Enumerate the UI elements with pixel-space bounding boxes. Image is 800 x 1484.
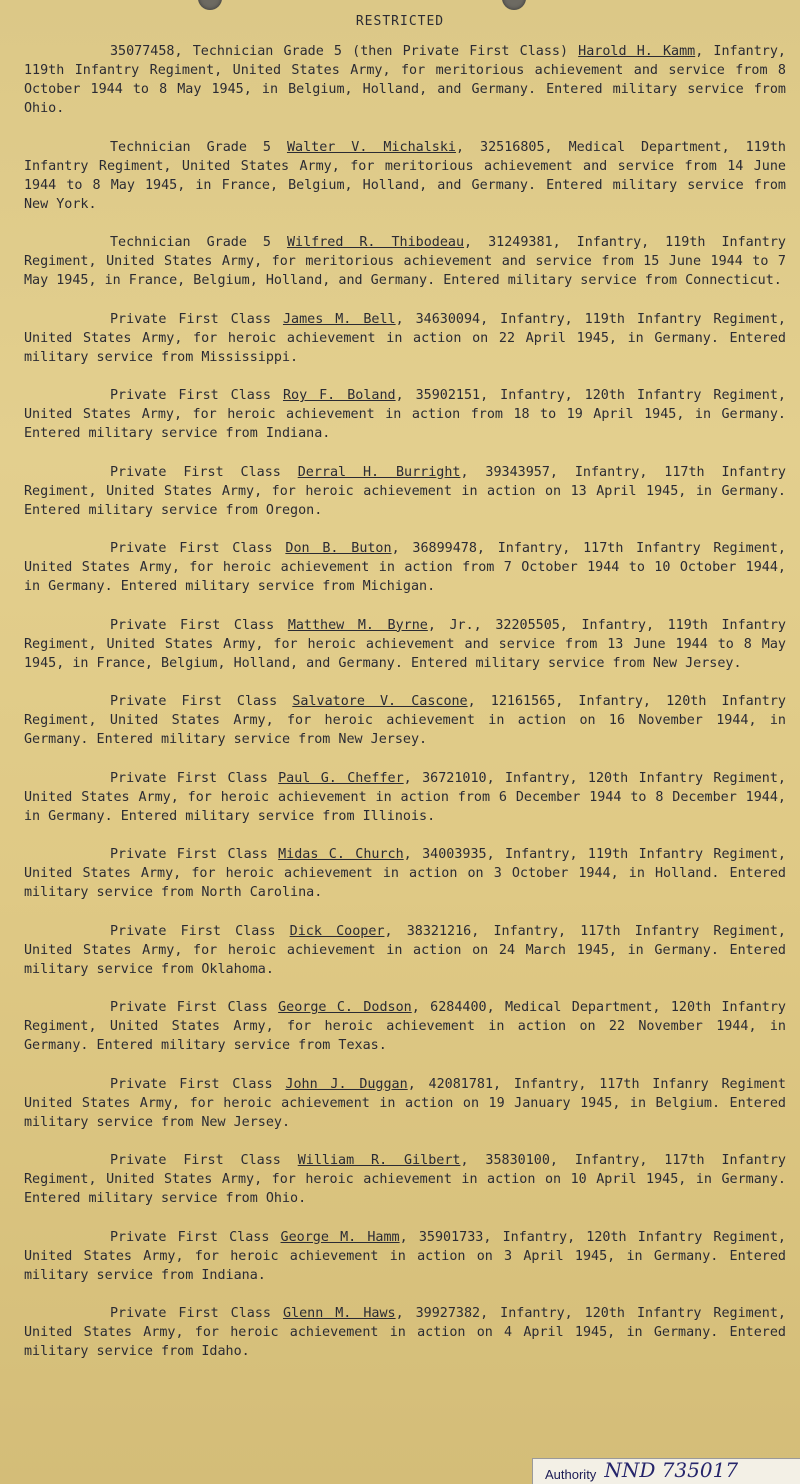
citation-paragraph [24, 692, 786, 749]
soldier-name: Walter V. Michalski [286, 139, 456, 155]
citation-prefix: Private First Class [110, 617, 288, 633]
citation-paragraph [24, 138, 786, 214]
citation-prefix: Private First Class [110, 847, 279, 862]
authority-label: Authority [545, 1467, 597, 1482]
soldier-name: Wilfred R. Thibodeau [286, 235, 465, 250]
soldier-name: Glenn M. Haws [282, 1306, 396, 1321]
citation-prefix: Private First Class [110, 1000, 279, 1015]
soldier-name: George C. Dodson [278, 1000, 412, 1015]
citation-prefix: Technician Grade 5 [110, 235, 287, 250]
citation-paragraph [24, 42, 786, 118]
citation-paragraph [24, 463, 786, 520]
citation-paragraph [24, 769, 786, 826]
soldier-name: Derral H. Burright [297, 464, 461, 480]
soldier-name: Paul G. Cheffer [278, 770, 404, 786]
citation-text: , 31249381, Infantry, 119th Infantry Regiment, United States Army, for meritorious achievement and service from 15 June 1944 to 7 May 1945, in France, Belgium, Holland, and Germany. Entered military service from Connecticut. [24, 235, 786, 288]
citation-text: , 36721010, Infantry, 120th Infantry Regiment, United States Army, for heroic achievement in action from 6 December 1944 to 8 December 1944, in Germany. Entered military service from Illinois. [24, 770, 786, 824]
authority-stamp [532, 1458, 800, 1484]
citation-prefix: Private First Class [110, 694, 293, 709]
citation-prefix: Private First Class [110, 388, 283, 403]
citation-paragraph [24, 845, 786, 902]
soldier-name: John J. Duggan [285, 1076, 408, 1092]
soldier-name: Salvatore V. Cascone [292, 694, 468, 709]
citation-text: , 39343957, Infantry, 117th Infantry Regiment, United States Army, for heroic achievement in action on 13 April 1945, in Germany. Entered military service from Oregon. [24, 464, 786, 518]
citation-text: , 12161565, Infantry, 120th Infantry Regiment, United States Army, for heroic achievement in action on 16 November 1944, in Germany. Entered military service from New Jersey. [24, 694, 786, 747]
citation-prefix: Private First Class [110, 311, 283, 327]
citation-text: , 42081781, Infantry, 117th Infanry Regiment United States Army, for heroic achievement in action on 19 January 1945, in Belgium. Entered military service from New Jersey. [24, 1076, 786, 1130]
citation-prefix: Private First Class [110, 1306, 283, 1321]
citation-text: , 34003935, Infantry, 119th Infantry Regiment, United States Army, for heroic achievement in action on 3 October 1944, in Holland. Entered military service from North Carolina. [24, 847, 786, 900]
citation-prefix: Private First Class [110, 1229, 281, 1245]
citation-paragraph [24, 1304, 786, 1361]
citation-text: , 35901733, Infantry, 120th Infantry Regiment, United States Army, for heroic achievement in action on 3 April 1945, in Germany. Entered military service from Indiana. [24, 1229, 786, 1283]
citation-paragraph [24, 922, 786, 979]
citation-list [24, 42, 786, 1381]
citation-prefix: Private First Class [110, 541, 286, 556]
citation-prefix: 35077458, Technician Grade 5 (then Private First Class) [110, 44, 579, 59]
soldier-name: Matthew M. Byrne [287, 617, 428, 633]
citation-text: , 38321216, Infantry, 117th Infantry Regiment, United States Army, for heroic achievement in action on 24 March 1945, in Germany. Entered military service from Oklahoma. [24, 923, 786, 977]
citation-prefix: Private First Class [110, 464, 298, 480]
citation-text: , 32516805, Medical Department, 119th Infantry Regiment, United States Army, for meritorious achievement and service from 14 June 1944 to 8 May 1945, in France, Belgium, Holland, and Germany. Entered military service from New York. [24, 139, 786, 212]
citation-text: , Infantry, 119th Infantry Regiment, United States Army, for meritorious achievement and service from 8 October 1944 to 8 May 1945, in Belgium, Holland, and Germany. Entered military service from Ohio. [24, 44, 786, 116]
citation-text: , 6284400, Medical Department, 120th Infantry Regiment, United States Army, for heroic achievement in action on 22 November 1944, in Germany. Entered military service from Texas. [24, 1000, 786, 1053]
citation-paragraph [24, 1151, 786, 1208]
classification-header: RESTRICTED [355, 14, 445, 29]
punch-hole-right [502, 0, 526, 10]
soldier-name: Midas C. Church [278, 847, 404, 862]
citation-paragraph [24, 539, 786, 596]
soldier-name: George M. Hamm [280, 1229, 400, 1245]
citation-prefix: Private First Class [110, 1076, 286, 1092]
soldier-name: Roy F. Boland [282, 388, 396, 403]
soldier-name: William R. Gilbert [297, 1153, 461, 1168]
citation-text: , 39927382, Infantry, 120th Infantry Regiment, United States Army, for heroic achievement in action on 4 April 1945, in Germany. Entered military service from Idaho. [24, 1306, 786, 1359]
citation-text: , Jr., 32205505, Infantry, 119th Infantry Regiment, United States Army, for heroic achievement and service from 13 June 1944 to 8 May 1945, in France, Belgium, Holland, and Germany. Entered military service from New Jersey. [24, 617, 786, 671]
citation-paragraph [24, 310, 786, 367]
citation-text: , 35830100, Infantry, 117th Infantry Regiment, United States Army, for heroic achievement in action on 10 April 1945, in Germany. Entered military service from Ohio. [24, 1153, 786, 1206]
citation-prefix: Private First Class [110, 1153, 298, 1168]
citation-paragraph [24, 998, 786, 1055]
citation-paragraph [24, 386, 786, 443]
soldier-name: Don B. Buton [285, 541, 392, 556]
soldier-name: Harold H. Kamm [578, 44, 696, 59]
authority-code: NND 735017 [604, 1458, 739, 1482]
citation-text: , 35902151, Infantry, 120th Infantry Regiment, United States Army, for heroic achievement in action from 18 to 19 April 1945, in Germany. Entered military service from Indiana. [24, 388, 786, 441]
citation-paragraph [24, 1075, 786, 1132]
punch-hole-left [198, 0, 222, 10]
soldier-name: Dick Cooper [289, 923, 385, 939]
citation-paragraph [24, 1228, 786, 1285]
citation-paragraph [24, 616, 786, 673]
citation-text: , 34630094, Infantry, 119th Infantry Regiment, United States Army, for heroic achievement in action on 22 April 1945, in Germany. Entered military service from Mississippi. [24, 311, 786, 365]
citation-paragraph [24, 233, 786, 290]
soldier-name: James M. Bell [282, 311, 396, 327]
citation-text: , 36899478, Infantry, 117th Infantry Regiment, United States Army, for heroic achievement in action from 7 October 1944 to 10 October 1944, in Germany. Entered military service from Michigan. [24, 541, 786, 594]
citation-prefix: Private First Class [110, 923, 290, 939]
citation-prefix: Technician Grade 5 [110, 139, 287, 155]
citation-prefix: Private First Class [110, 770, 279, 786]
